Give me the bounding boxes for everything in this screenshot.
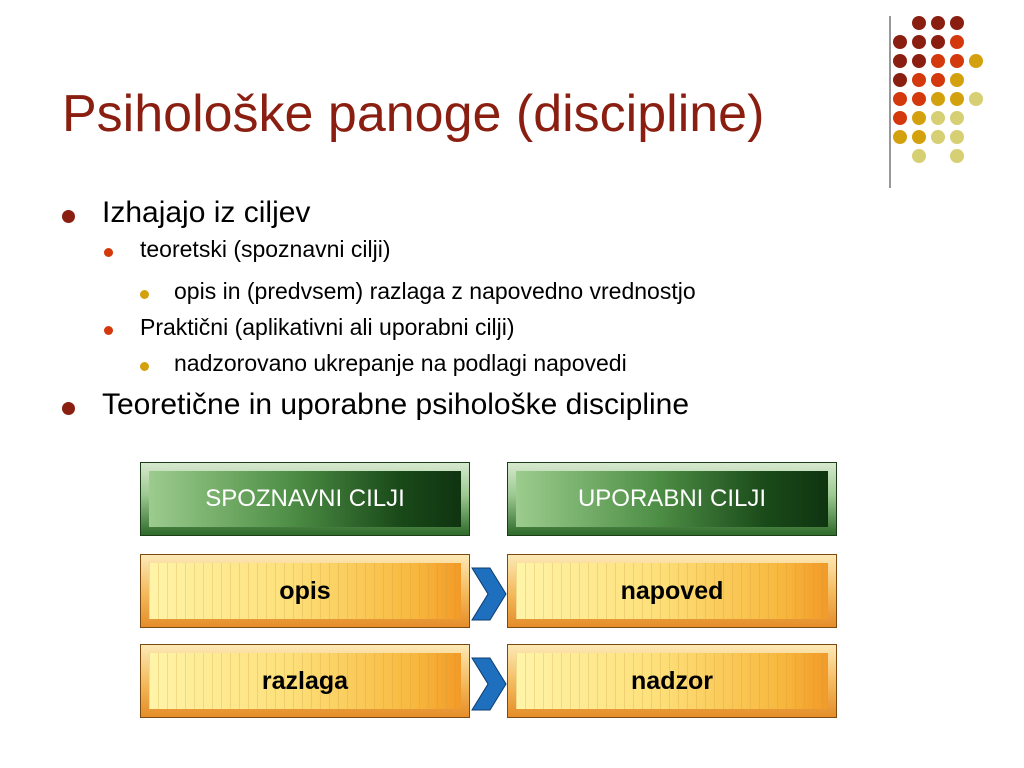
- decorative-dot: [931, 73, 945, 87]
- decorative-dot: [969, 92, 983, 106]
- box-label: opis: [279, 576, 331, 605]
- header-box-uporabni: [507, 462, 837, 536]
- decorative-dot: [893, 111, 907, 125]
- box-nadzor: [507, 644, 837, 718]
- bullet-text: nadzorovano ukrepanje na podlagi napovedi: [174, 350, 627, 376]
- decorative-dot: [931, 111, 945, 125]
- decorative-dot: [893, 54, 907, 68]
- bullet-marker-icon: [140, 362, 149, 371]
- arrow-right-icon: [470, 566, 510, 622]
- bullet-marker-icon: [140, 290, 149, 299]
- decorative-dot: [912, 92, 926, 106]
- bullet-marker-icon: [104, 248, 113, 257]
- title-divider-line: [889, 16, 891, 188]
- header-label: SPOZNAVNI CILJI: [205, 485, 405, 512]
- decorative-dot: [912, 73, 926, 87]
- decorative-dot: [950, 16, 964, 30]
- arrow-right-icon: [470, 656, 510, 712]
- decorative-dot: [912, 130, 926, 144]
- decorative-dot: [931, 92, 945, 106]
- bullet-text: teoretski (spoznavni cilji): [140, 236, 391, 262]
- decorative-dot: [912, 149, 926, 163]
- box-label: razlaga: [261, 666, 349, 695]
- bullet-text: Teoretične in uporabne psihološke discipline: [102, 388, 690, 421]
- box-razlaga: [140, 644, 470, 718]
- bullet-marker-icon: [62, 210, 75, 223]
- decorative-dot: [931, 35, 945, 49]
- decorative-dot: [950, 73, 964, 87]
- decorative-dot: [893, 35, 907, 49]
- decorative-dot: [950, 35, 964, 49]
- box-napoved: [507, 554, 837, 628]
- bullet-text: Praktični (aplikativni ali uporabni cilji): [140, 314, 515, 340]
- box-opis: [140, 554, 470, 628]
- header-label: UPORABNI CILJI: [577, 485, 767, 512]
- decorative-dot: [912, 111, 926, 125]
- decorative-dot: [893, 73, 907, 87]
- slide-title: Psihološke panoge (discipline): [62, 85, 765, 143]
- bullet-marker-icon: [62, 402, 75, 415]
- header-box-spoznavni: [140, 462, 470, 536]
- decorative-dot: [931, 130, 945, 144]
- decorative-dot: [893, 92, 907, 106]
- decorative-dot: [969, 54, 983, 68]
- decorative-dot: [912, 16, 926, 30]
- decorative-dot: [950, 54, 964, 68]
- decorative-dot: [931, 16, 945, 30]
- decorative-dot: [950, 111, 964, 125]
- decorative-dot: [950, 130, 964, 144]
- bullet-marker-icon: [104, 326, 113, 335]
- decorative-dot: [912, 35, 926, 49]
- decorative-dot: [950, 149, 964, 163]
- decorative-dot: [950, 92, 964, 106]
- bullet-text: Izhajajo iz ciljev: [102, 196, 311, 229]
- box-label: napoved: [620, 576, 724, 605]
- decorative-dot: [893, 130, 907, 144]
- decorative-dot: [912, 54, 926, 68]
- decorative-dot: [931, 54, 945, 68]
- box-label: nadzor: [631, 666, 713, 695]
- bullet-text: opis in (predvsem) razlaga z napovedno vrednostjo: [174, 278, 696, 304]
